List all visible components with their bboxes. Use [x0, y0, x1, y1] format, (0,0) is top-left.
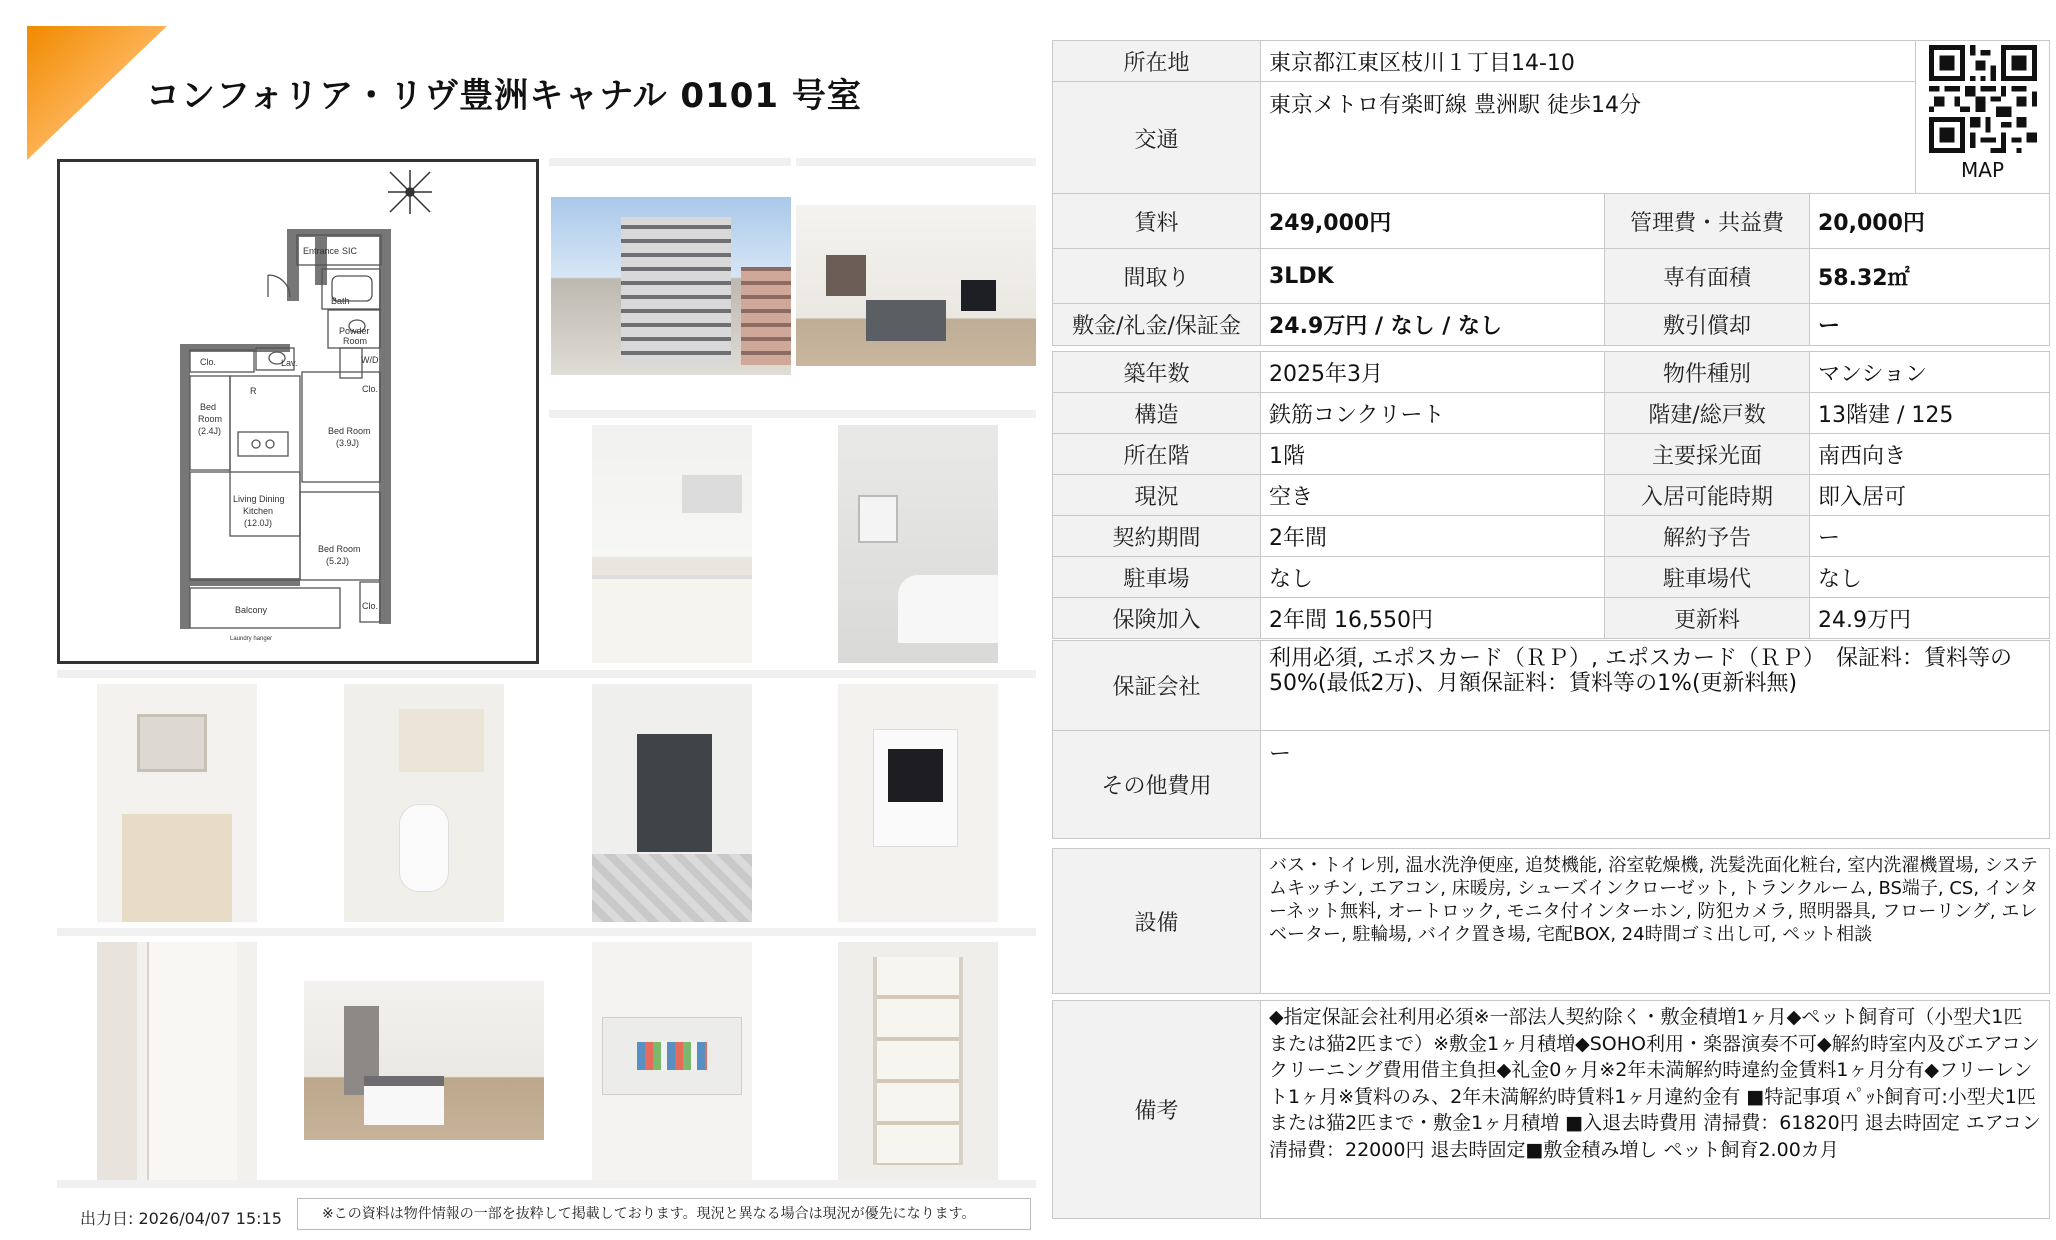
parking-fee-label: 駐車場代 [1605, 557, 1810, 598]
info-table-guarantor [1052, 640, 2050, 839]
info-table-equipment [1052, 848, 2050, 994]
address-value: 東京都江東区枝川１丁目14-10 [1261, 41, 1916, 82]
photo-toilet [344, 684, 504, 922]
info-table-location [1052, 40, 2050, 195]
room-label-clo1: Clo. [200, 357, 217, 367]
remarks-label: 備考 [1053, 1001, 1261, 1219]
parking-fee-value: なし [1810, 557, 2050, 598]
remarks-value: ◆指定保証会社利用必須※一部法人契約除く・敷金積増1ヶ月◆ペット飼育可（小型犬1匹または猫2匹まで）※敷金1ヶ月積増◆SOHO利用・楽器演奏不可◆解約時室内及びエアコンクリーニング費用借主負担◆礼金0ヶ月※2年未満解約時違約金賃料1ヶ月分有◆フリーレント1ヶ月※賃料のみ、2年未満解約時賃料1ヶ月違約金有 ■特記事項 ﾍﾟｯﾄ飼育可:小型犬1匹または猫2匹まで・敷金1ヶ月積増 ■入退去時費用 清掃費：61820円 退去時固定 エアコン清掃費：22000円 退去時固定■敷金積み増し ペット飼育2.00カ月 [1261, 1001, 2050, 1219]
photo-control-panel [592, 942, 752, 1180]
deposit-label: 敷金/礼金/保証金 [1053, 304, 1261, 346]
room-label-wd: W/D [361, 355, 379, 365]
type-value: マンション [1810, 352, 2050, 393]
built-value: 2025年3月 [1261, 352, 1605, 393]
equipment-value: バス・トイレ別, 温水洗浄便座, 追焚機能, 浴室乾燥機, 洗髪洗面化粧台, 室内洗濯機置場, システムキッチン, エアコン, 床暖房, シューズインクローゼット, トランクルーム, BS端子, CS, インターネット無料, オートロック, モニタ付インターホン, 防犯カメラ, 照明器具, フローリング, エレベーター, 駐輪場, バイク置き場, 宅配BOX, 24時間ゴミ出し可, ペット相談 [1261, 849, 2050, 994]
shikibiki-value: ー [1810, 304, 2050, 346]
divider [57, 670, 1036, 678]
renewal-value: 24.9万円 [1810, 598, 2050, 639]
photo-building-exterior [551, 197, 791, 375]
layout-label: 間取り [1053, 249, 1261, 304]
status-label: 現況 [1053, 475, 1261, 516]
mgmt-fee-value: 20,000円 [1810, 194, 2050, 249]
status-value: 空き [1261, 475, 1605, 516]
room-label-sic: SIC [342, 246, 358, 256]
room-label-ldk: Living Dining [233, 494, 285, 504]
deposit-value: 24.9万円 / なし / なし [1261, 304, 1605, 346]
divider [57, 1180, 1036, 1188]
shikibiki-label: 敷引償却 [1605, 304, 1810, 346]
room-label-bed1-room: Room [198, 414, 223, 424]
room-label-clo2: Clo. [362, 384, 379, 394]
room-label-ldk-size: (12.0J) [244, 518, 273, 528]
disclaimer-note: ※この資料は物件情報の一部を抜粋して掲載しております。現況と異なる場合は現況が優先になります。 [297, 1198, 1031, 1230]
map-label[interactable]: MAP [1961, 158, 2004, 182]
divider [796, 158, 1036, 166]
map-qr-cell[interactable] [1916, 41, 2050, 195]
access-label: 交通 [1053, 82, 1261, 195]
layout-value: 3LDK [1261, 249, 1605, 304]
info-table-rent [1052, 193, 2050, 346]
floors-value: 13階建 / 125 [1810, 393, 2050, 434]
notice-label: 解約予告 [1605, 516, 1810, 557]
room-label-bed1: Bed [200, 402, 217, 412]
area-label: 専有面積 [1605, 249, 1810, 304]
room-label-r: R [250, 386, 257, 396]
notice-value: ー [1810, 516, 2050, 557]
address-label: 所在地 [1053, 41, 1261, 82]
mgmt-fee-label: 管理費・共益費 [1605, 194, 1810, 249]
room-label-clo3: Clo. [362, 601, 379, 611]
page-title: コンフォリア・リヴ豊洲キャナル 0101 号室 [146, 76, 862, 116]
parking-label: 駐車場 [1053, 557, 1261, 598]
rent-label: 賃料 [1053, 194, 1261, 249]
light-value: 南西向き [1810, 434, 2050, 475]
info-table-details [1052, 351, 2050, 639]
access-value: 東京メトロ有楽町線 豊洲駅 徒歩14分 [1261, 82, 1916, 195]
room-label-balcony: Balcony [235, 605, 268, 615]
area-value: 58.32㎡ [1810, 249, 2050, 304]
photo-entrance [592, 684, 752, 922]
guarantor-label: 保証会社 [1053, 641, 1261, 731]
rent-value: 249,000円 [1261, 194, 1605, 249]
photo-washroom [97, 684, 257, 922]
parking-value: なし [1261, 557, 1605, 598]
qr-code-icon[interactable] [1928, 45, 2038, 153]
room-label-powder-room: Room [343, 336, 368, 346]
photo-kitchen [592, 425, 752, 663]
insurance-label: 保険加入 [1053, 598, 1261, 639]
room-label-bed3-size: (5.2J) [326, 556, 350, 566]
movein-value: 即入居可 [1810, 475, 2050, 516]
room-label-powder: Powder [339, 326, 370, 336]
room-label-entrance: Entrance [303, 246, 340, 256]
floor-plan [57, 159, 539, 664]
structure-value: 鉄筋コンクリート [1261, 393, 1605, 434]
divider [57, 928, 1036, 936]
room-label-laundry: Laundry hanger [230, 636, 273, 642]
room-label-bed1-size: (2.4J) [198, 426, 222, 436]
photo-bedroom [304, 981, 544, 1140]
divider [549, 410, 1036, 418]
room-label-bath: Bath [331, 296, 350, 306]
photo-storage-shelves [838, 942, 998, 1180]
renewal-label: 更新料 [1605, 598, 1810, 639]
movein-label: 入居可能時期 [1605, 475, 1810, 516]
other-fees-value: ー [1261, 731, 2050, 839]
light-label: 主要採光面 [1605, 434, 1810, 475]
structure-label: 構造 [1053, 393, 1261, 434]
floors-label: 階建/総戸数 [1605, 393, 1810, 434]
info-table-remarks [1052, 1000, 2050, 1219]
built-label: 築年数 [1053, 352, 1261, 393]
type-label: 物件種別 [1605, 352, 1810, 393]
photo-closet [97, 942, 257, 1180]
room-label-bed2: Bed Room [328, 426, 371, 436]
compass-icon [388, 170, 432, 214]
photo-intercom [838, 684, 998, 922]
guarantor-value: 利用必須, エポスカード（ＲＰ）, エポスカード（ＲＰ） 保証料：賃料等の50%(最低2万)、月額保証料：賃料等の1%(更新料無) [1261, 641, 2050, 731]
other-fees-label: その他費用 [1053, 731, 1261, 839]
floor-value: 1階 [1261, 434, 1605, 475]
photo-bathroom [838, 425, 998, 663]
room-label-bed3: Bed Room [318, 544, 361, 554]
output-date: 出力日: 2026/04/07 15:15 [80, 1209, 282, 1228]
room-label-bed2-size: (3.9J) [336, 438, 360, 448]
photo-living-room [796, 205, 1036, 366]
equipment-label: 設備 [1053, 849, 1261, 994]
insurance-value: 2年間 16,550円 [1261, 598, 1605, 639]
floor-plan-drawing [60, 162, 536, 661]
divider [549, 158, 791, 166]
term-label: 契約期間 [1053, 516, 1261, 557]
term-value: 2年間 [1261, 516, 1605, 557]
room-label-lav: Lav. [281, 358, 298, 368]
floor-label: 所在階 [1053, 434, 1261, 475]
room-label-ldk-kitchen: Kitchen [243, 506, 274, 516]
